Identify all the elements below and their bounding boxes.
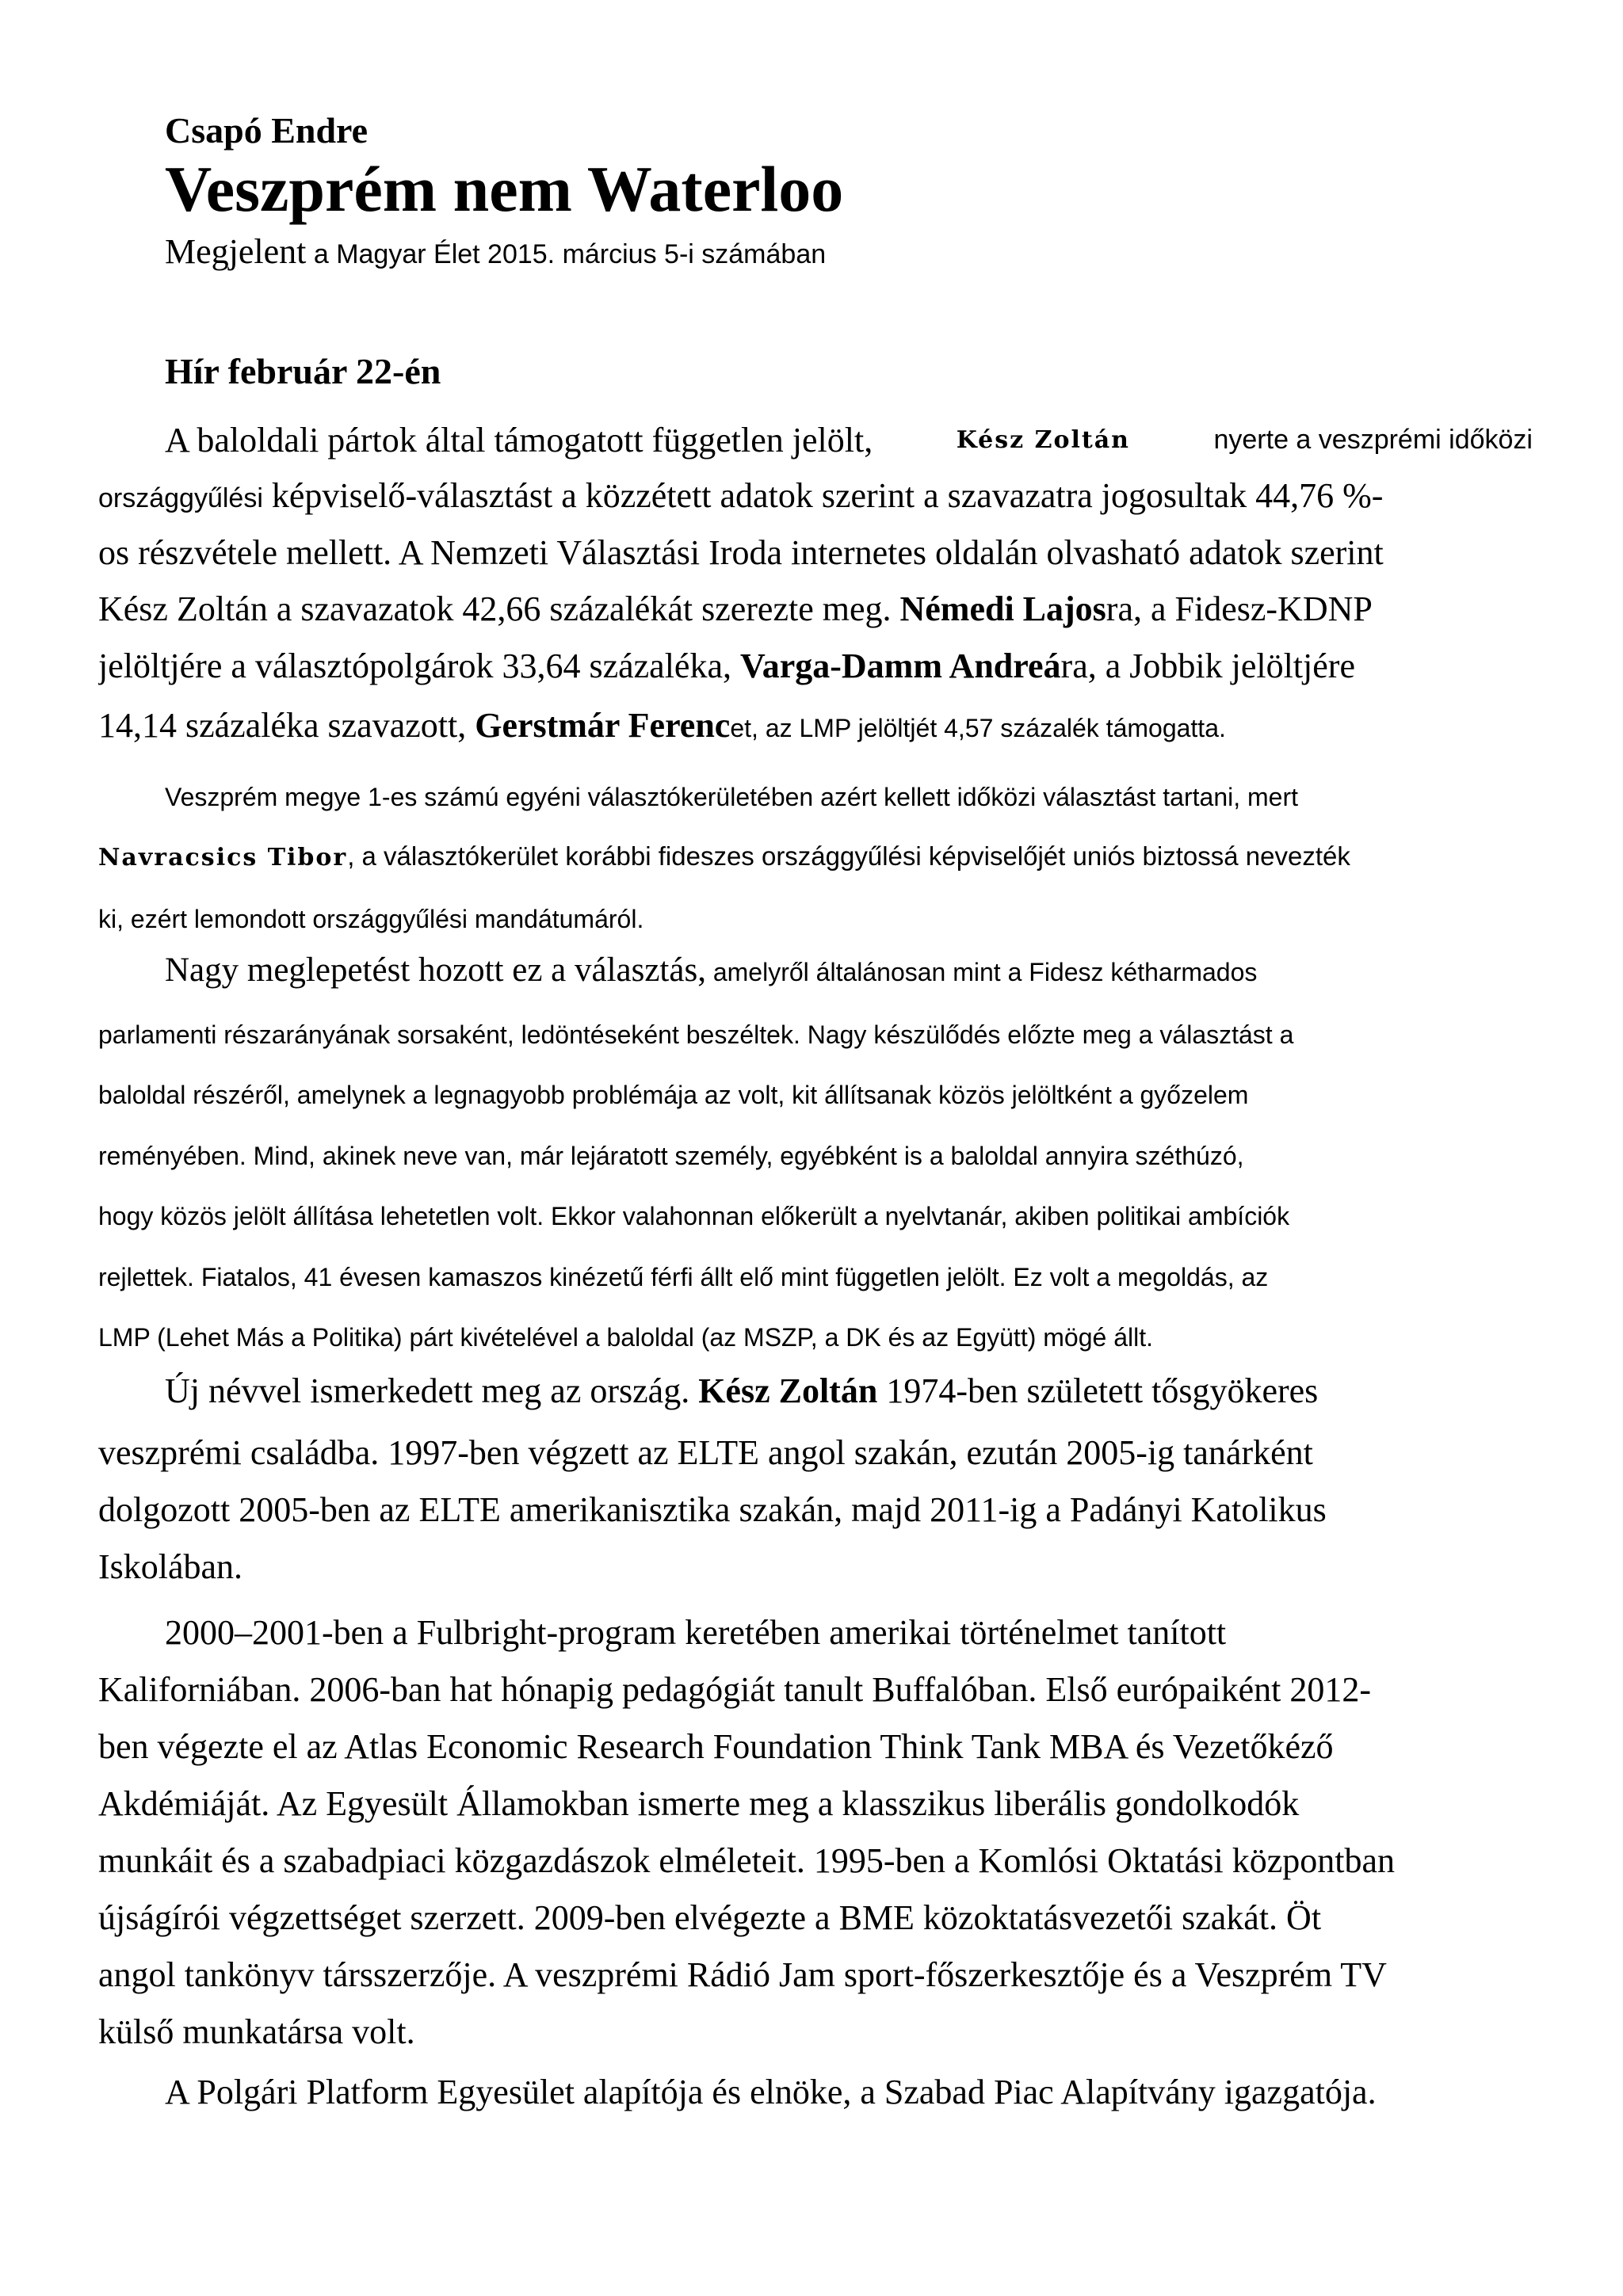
candidate-name: Varga-Damm Andreá: [739, 646, 1061, 685]
text-run: baloldal részéről, amelynek a legnagyobb problémája az volt, kit állítsanak közös jelöltként a győzelem: [98, 1081, 1249, 1109]
text-run: veszprémi családba. 1997-ben végzett az ELTE angol szakán, ezután 2005-ig tanárként: [98, 1433, 1313, 1472]
paragraph-4-line-3: [98, 1489, 1533, 1530]
paragraph-1-line-3: [98, 532, 1533, 573]
text-run: os részvétele mellett. A Nemzeti Választási Iroda internetes oldalán olvasható adatok szerint: [98, 533, 1384, 572]
text-run: jelöltjére a választópolgárok 33,64 százaléka,: [98, 646, 740, 685]
text-run: Nagy meglepetést hozott ez a választás,: [165, 952, 706, 989]
author-name: Csapó Endre: [165, 110, 369, 151]
text-run: Veszprém megye 1-es számú egyéni választókerületében azért kellett időközi választást tartani, mert: [165, 783, 1298, 811]
text-run: , a választókerület korábbi fideszes országgyűlési képviselőjét uniós biztossá nevezték: [347, 841, 1350, 871]
text-run: LMP (Lehet Más a Politika) párt kivételével a baloldal (az MSZP, a DK és az Együtt) mögé állt.: [98, 1323, 1153, 1352]
paragraph-1-line-5: [98, 646, 1533, 686]
text-run: A Polgári Platform Egyesület alapítója és elnöke, a Szabad Piac Alapítvány igazgatója.: [165, 2073, 1377, 2111]
text-run: Új névvel ismerkedett meg az ország.: [165, 1371, 699, 1410]
paragraph-5-line-1: [165, 1612, 1533, 1653]
paragraph-3-line-2: [98, 1020, 1533, 1050]
text-run: külső munkatársa volt.: [98, 2012, 415, 2051]
text-run: ra, a Jobbik jelöltjére: [1060, 646, 1355, 685]
paragraph-4-line-2: [98, 1432, 1533, 1473]
text-run: hogy közös jelölt állítása lehetetlen volt. Ekkor valahonnan előkerült a nyelvtanár, akiben politikai ambíciók: [98, 1202, 1290, 1230]
text-run: munkáit és a szabadpiaci közgazdászok elméleteit. 1995-ben a Komlósi Oktatási központban: [98, 1841, 1396, 1880]
candidate-name: Kész Zoltán: [698, 1371, 878, 1410]
candidate-name: Kész Zoltán: [956, 426, 1130, 454]
text-run: Akdémiáját. Az Egyesült Államokban ismerte meg a klasszikus liberális gondolkodók: [98, 1784, 1300, 1823]
paragraph-1-line-4: [98, 589, 1533, 629]
paragraph-5-line-3: [98, 1726, 1533, 1767]
paragraph-3-line-3: [98, 1081, 1533, 1110]
text-run: ben végezte el az Atlas Economic Research Foundation Think Tank MBA és Vezetőkéző: [98, 1727, 1334, 1766]
paragraph-5-line-7: [98, 1955, 1533, 1995]
text-run: Kaliforniában. 2006-ban hat hónapig pedagógiát tanult Buffalóban. Első európaiként 2012-: [98, 1670, 1371, 1709]
text-run: dolgozott 2005-ben az ELTE amerikanisztika szakán, majd 2011-ig a Padányi Katolikus: [98, 1490, 1327, 1529]
paragraph-5-line-4: [98, 1783, 1533, 1824]
text-run: Iskolában.: [98, 1547, 243, 1586]
text-run: 14,14 százaléka szavazott,: [98, 706, 475, 745]
text-run: 1974-ben született tősgyökeres: [877, 1371, 1319, 1410]
text-run: rejlettek. Fiatalos, 41 évesen kamaszos kinézetű férfi állt elő mint független jelölt. Ez volt a megoldás, az: [98, 1263, 1269, 1291]
text-run: ki, ezért lemondott országgyűlési mandátumáról.: [98, 905, 644, 933]
section-heading: Hír február 22-én: [165, 351, 441, 391]
paragraph-4-line-4: [98, 1547, 1533, 1587]
paragraph-5-line-5: [98, 1840, 1533, 1881]
publication-note-text: a Magyar Élet 2015. március 5-i számában: [306, 239, 827, 269]
text-run: ra, a Fidesz-KDNP: [1106, 589, 1373, 628]
text-run: nyerte a veszprémi időközi: [1213, 425, 1533, 455]
paragraph-2-line-3: [98, 905, 1533, 934]
text-run: parlamenti részarányának sorsaként, ledöntéseként beszéltek. Nagy készülődés előzte meg a választást a: [98, 1020, 1294, 1049]
paragraph-5-line-2: [98, 1669, 1533, 1710]
paragraph-1-line-1: [165, 420, 1533, 460]
paragraph-6-line-1: [165, 2072, 1533, 2112]
text-run: amelyről általánosan mint a Fidesz kétharmados: [705, 958, 1258, 986]
paragraph-3-line-4: [98, 1142, 1533, 1171]
text-run: országgyűlési: [98, 483, 263, 513]
paragraph-3-line-1: [165, 951, 1533, 990]
publication-note: [165, 231, 826, 272]
paragraph-1-line-2: [98, 475, 1533, 516]
text-run: képviselő-választást a közzétett adatok szerint a szavazatra jogosultak 44,76 %-: [262, 476, 1384, 515]
text-run: et, az LMP jelöltjét 4,57 százalék támogatta.: [730, 714, 1226, 742]
text-run: 2000–2001-ben a Fulbright-program keretében amerikai történelmet tanított: [165, 1613, 1227, 1652]
paragraph-3-line-6: [98, 1263, 1533, 1292]
candidate-name: Némedi Lajos: [899, 589, 1106, 628]
paragraph-2-line-2: [98, 841, 1533, 871]
politician-name: Navracsics Tibor: [98, 844, 348, 871]
paragraph-4-line-1: [165, 1371, 1533, 1411]
text-run: A baloldali pártok által támogatott független jelölt,: [165, 421, 873, 460]
paragraph-3-line-7: [98, 1323, 1533, 1352]
text-run: reményében. Mind, akinek neve van, már lejáratott személy, egyébként is a baloldal annyira széthúzó,: [98, 1142, 1244, 1170]
text-run: újságírói végzettséget szerzett. 2009-ben elvégezte a BME közoktatásvezetői szakát. Öt: [98, 1898, 1322, 1937]
paragraph-2-line-1: [165, 783, 1533, 812]
text-run: angol tankönyv társszerzője. A veszprémi Rádió Jam sport-főszerkesztője és a Veszprém TV: [98, 1955, 1387, 1994]
paragraph-5-line-6: [98, 1897, 1533, 1938]
paragraph-5-line-8: [98, 2012, 1533, 2052]
paragraph-1-line-6: [98, 705, 1533, 746]
article-title: Veszprém nem Waterloo: [165, 153, 844, 225]
candidate-name: Gerstmár Ferenc: [475, 706, 731, 745]
text-run: Kész Zoltán a szavazatok 42,66 százalékát szerezte meg.: [98, 589, 900, 628]
paragraph-3-line-5: [98, 1202, 1533, 1231]
publication-note-lead: Megjelent: [165, 232, 307, 271]
